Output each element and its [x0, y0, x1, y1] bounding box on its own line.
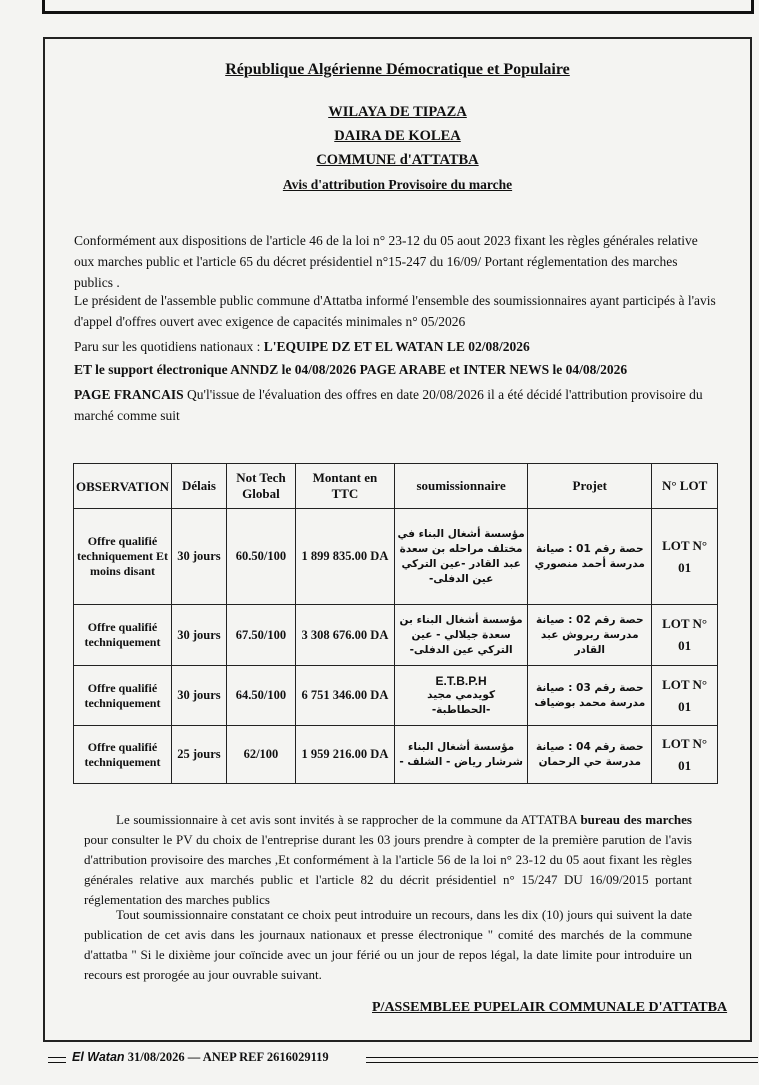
- attribution-table: [73, 463, 718, 784]
- cell-montant: 6 751 346.00 DA: [295, 666, 394, 726]
- cell-lot: LOT N° 01: [652, 509, 718, 605]
- soumissionnaire-arabic: كويدمي مجيد -الحطاطبة-: [427, 688, 496, 716]
- cell-delais: 25 jours: [171, 726, 226, 784]
- cell-soumissionnaire: مؤسسة أشغال البناء في مختلف مراحله بن سعدة عبد القادر -عين التركي عين الدفلى-: [394, 509, 527, 605]
- cell-soumissionnaire: مؤسسة أشغال البناء شرشار رياض - الشلف -: [394, 726, 527, 784]
- notice-p1-text-c: pour consulter le PV du choix de l'entreprise durant les 03 jours prendre à compter de la première parution de l'avis d'attribution provisoire des marches ,Et conformément à la l'article 56 de la loi n° 23-12 du 05 aout fixant les règles générales relative aux marchés public et l'article 82 du décrit présidentiel n° 15/247 DU 16/09/2015 portant réglementation des marches publics: [84, 832, 692, 907]
- table-row: [74, 605, 718, 666]
- cell-lot: LOT N° 01: [652, 726, 718, 784]
- table-row: [74, 666, 718, 726]
- notice-paragraph-1: [84, 810, 692, 910]
- cell-observation: Offre qualifié techniquement: [74, 605, 172, 666]
- header-soumissionnaire: soumissionnaire: [394, 464, 527, 509]
- cell-projet: حصة رقم 02 : صيانة مدرسة ربروش عبد القادر: [528, 605, 652, 666]
- credit-rule-left: [48, 1057, 66, 1063]
- cell-soumissionnaire: [394, 666, 527, 726]
- soumissionnaire-latin: E.T.B.P.H: [435, 673, 487, 688]
- cell-delais: 30 jours: [171, 509, 226, 605]
- cell-note: 60.50/100: [226, 509, 295, 605]
- table-row: [74, 509, 718, 605]
- cell-projet: حصة رقم 04 : صيانة مدرسة حي الرحمان: [528, 726, 652, 784]
- intro-paragraph-4: ET le support électronique ANNDZ le 04/08/2026 PAGE ARABE et INTER NEWS le 04/08/2026: [74, 362, 628, 377]
- header-delais: Délais: [171, 464, 226, 509]
- intro-p5-page: PAGE FRANCAIS: [74, 387, 184, 402]
- cell-projet: حصة رقم 01 : صيانة مدرسة أحمد منصوري: [528, 509, 652, 605]
- cell-observation: Offre qualifié techniquement Et moins disant: [74, 509, 172, 605]
- header-lot: N° LOT: [652, 464, 718, 509]
- cell-note: 67.50/100: [226, 605, 295, 666]
- cell-delais: 30 jours: [171, 605, 226, 666]
- intro-paragraph-2: Le président de l'assemble public commune d'Attatba informé l'ensemble des soumissionnaires ayant participés à l'avis d'appel d'offres ouvert avec exigence de capacités minimales n° 05/2026: [74, 293, 716, 329]
- wilaya-heading: WILAYA DE TIPAZA: [328, 104, 467, 120]
- intro-paragraph-1: Conformément aux dispositions de l'article 46 de la loi n° 23-12 du 05 aout 2023 fixant les règles générales relative oux marches public et l'article 65 du décret présidentiel n°15-247 du 16/09/ Portant réglementation des marches publics .: [74, 233, 698, 290]
- table-header-row: [74, 464, 718, 509]
- avis-heading: Avis d'attribution Provisoire du marche: [282, 177, 513, 192]
- commune-heading: COMMUNE d'ATTATBA: [316, 152, 479, 168]
- signature: P/ASSEMBLEE PUPELAIR COMMUNALE D'ATTATBA: [372, 1000, 728, 1015]
- notice-p1-bureau: bureau des marches: [580, 812, 692, 827]
- intro-p3-label: Paru sur les quotidiens nationaux :: [74, 339, 264, 354]
- notice-p1-text-a: Le soumissionnaire à cet avis sont invités à se rapprocher de la commune da ATTATBA: [116, 812, 581, 827]
- cell-soumissionnaire: مؤسسة أشغال البناء بن سعدة جيلالي - عين التركي عين الدفلى-: [394, 605, 527, 666]
- cell-note: 62/100: [226, 726, 295, 784]
- cell-observation: Offre qualifié techniquement: [74, 666, 172, 726]
- intro-paragraph-3: [74, 336, 719, 357]
- publication-credit: [48, 1050, 748, 1068]
- cell-montant: 1 899 835.00 DA: [295, 509, 394, 605]
- daira-heading: DAIRA DE KOLEA: [334, 128, 461, 144]
- intro-p5-text: Qu'l'issue de l'évaluation des offres en date 20/08/2026 il a été décidé l'attribution provisoire du marché comme suit: [74, 387, 703, 423]
- republic-heading: République Algérienne Démocratique et Populaire: [225, 61, 570, 78]
- cell-lot: LOT N° 01: [652, 666, 718, 726]
- cell-note: 64.50/100: [226, 666, 295, 726]
- cell-montant: 3 308 676.00 DA: [295, 605, 394, 666]
- credit-ref: 31/08/2026 — ANEP REF 2616029119: [124, 1050, 329, 1064]
- header-montant: Montant en TTC: [295, 464, 394, 509]
- header-observation: OBSERVATION: [74, 464, 172, 509]
- intro-p3-newspapers: L'EQUIPE DZ ET EL WATAN LE 02/08/2026: [263, 339, 530, 354]
- credit-text: [72, 1050, 329, 1065]
- intro-paragraph-5: [74, 384, 719, 426]
- top-frame: [42, 0, 754, 14]
- cell-montant: 1 959 216.00 DA: [295, 726, 394, 784]
- notice-paragraph-2: Tout soumissionnaire constatant ce choix peut introduire un recours, dans les dix (10) jours qui suivent la date publication de cet avis dans les journaux nationaux et presse électronique " comité des marchés de la commune d'attatba " Si le dixième jour coïncide avec un jour férié ou un jour de repos légal, la date limite pour introduire un recours est prorogée au jour ouvrable suivant.: [84, 907, 692, 982]
- header-note: Not Tech Global: [226, 464, 295, 509]
- credit-brand: El Watan: [72, 1050, 125, 1064]
- header-projet: Projet: [528, 464, 652, 509]
- cell-delais: 30 jours: [171, 666, 226, 726]
- table-row: [74, 726, 718, 784]
- cell-lot: LOT N° 01: [652, 605, 718, 666]
- cell-projet: حصة رقم 03 : صيانة مدرسة محمد بوضياف: [528, 666, 652, 726]
- cell-observation: Offre qualifié techniquement: [74, 726, 172, 784]
- credit-rule-right: [366, 1057, 758, 1063]
